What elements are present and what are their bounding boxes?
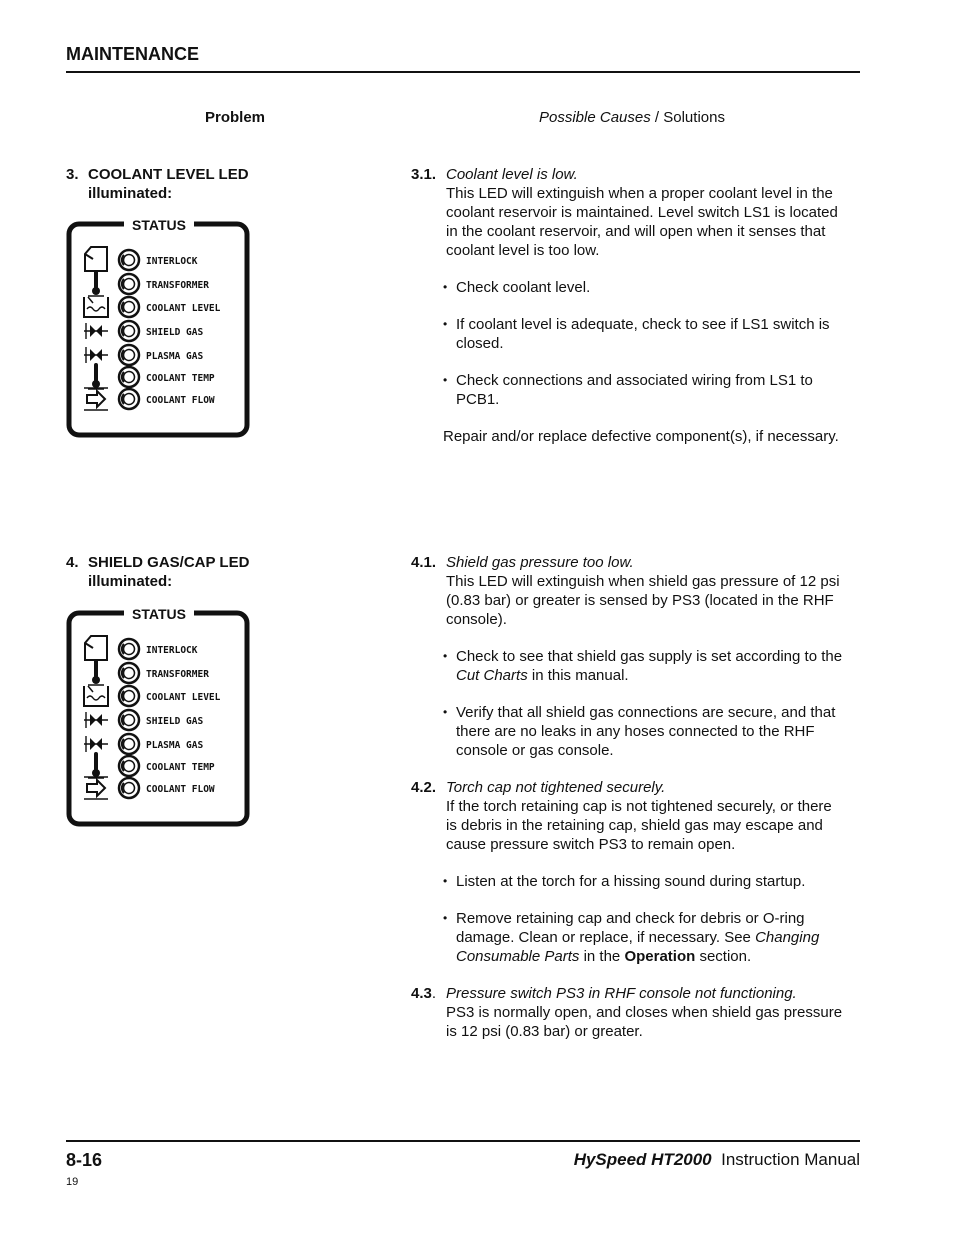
cut-charts-ref: Cut Charts xyxy=(456,667,528,684)
problem-number: 3. xyxy=(66,166,79,183)
body-line: cause pressure switch PS3 to remain open. xyxy=(446,836,736,853)
footer-rule xyxy=(66,1140,860,1142)
thermometer-icon xyxy=(88,754,104,778)
bullet-line: • Check coolant level. xyxy=(456,279,591,296)
sheet-number: 19 xyxy=(66,1176,79,1188)
interlock-icon xyxy=(85,247,107,271)
cause-4-1 xyxy=(411,553,861,760)
status-led xyxy=(119,639,139,659)
status-led xyxy=(119,274,139,294)
body-line: (0.83 bar) or greater is sensed by PS3 (located in the RHF xyxy=(446,592,834,609)
column-header-problem: Problem xyxy=(205,109,266,126)
status-led xyxy=(119,778,139,798)
status-led-label: COOLANT TEMP xyxy=(146,373,215,384)
status-led-label: COOLANT FLOW xyxy=(146,395,215,406)
bullet-line: • Remove retaining cap and check for debris or O-ring xyxy=(456,910,805,927)
bullet-line: PCB1. xyxy=(456,391,500,408)
bullet-line: console or gas console. xyxy=(456,742,614,759)
operation-ref: Operation xyxy=(624,948,696,965)
status-led-label: SHIELD GAS xyxy=(146,716,204,727)
status-led xyxy=(119,345,139,365)
cause-number: 4.1. xyxy=(411,554,437,571)
status-panel-2 xyxy=(66,605,250,827)
status-led xyxy=(119,250,139,270)
problem-title: SHIELD GAS/CAP LED xyxy=(88,554,250,571)
plasma-gas-valve-icon xyxy=(84,736,108,752)
footer-title xyxy=(574,1150,860,1170)
bullet-item xyxy=(443,909,861,966)
bullet-line: closed. xyxy=(456,335,504,352)
cause-body xyxy=(446,572,861,629)
status-led-label: INTERLOCK xyxy=(146,256,198,267)
section-title: MAINTENANCE xyxy=(66,44,199,64)
cause-3-1 xyxy=(411,165,861,446)
thermometer-icon xyxy=(88,365,104,389)
bullet-line xyxy=(456,947,861,966)
cause-title: Torch cap not tightened securely. xyxy=(446,779,666,796)
cause-number: 3.1. xyxy=(411,166,437,183)
status-led-label: COOLANT LEVEL xyxy=(146,692,221,703)
interlock-icon xyxy=(85,636,107,660)
cause-4-2 xyxy=(411,778,861,966)
causes-separator: / xyxy=(650,109,664,126)
bullet-item xyxy=(443,872,861,891)
status-led-label: PLASMA GAS xyxy=(146,351,204,362)
bullet-text: in this manual. xyxy=(527,667,629,684)
column-header-causes xyxy=(539,109,725,126)
flow-arrow-icon xyxy=(84,777,108,799)
cause-title: Shield gas pressure too low. xyxy=(446,554,634,571)
shield-gas-valve-icon xyxy=(84,323,108,339)
cause-title: Coolant level is low. xyxy=(446,166,578,183)
problem-title: COOLANT LEVEL LED xyxy=(88,166,249,183)
cause-body xyxy=(446,1003,861,1041)
status-led xyxy=(119,734,139,754)
cause-body xyxy=(446,797,861,854)
coolant-reservoir-icon xyxy=(84,686,108,706)
bullet-line: • If coolant level is adequate, check to see if LS1 switch is xyxy=(456,316,830,333)
problem-number: 4. xyxy=(66,554,79,571)
status-led-label: COOLANT LEVEL xyxy=(146,303,221,314)
body-line: is debris in the retaining cap, shield gas may escape and xyxy=(446,817,823,834)
bullet-text: damage. Clean or replace, if necessary. See xyxy=(456,929,756,946)
cause-number-dot: . xyxy=(431,985,437,1002)
cause-body xyxy=(446,184,861,260)
body-line: If the torch retaining cap is not tightened securely, or there xyxy=(446,798,832,815)
status-title: STATUS xyxy=(132,606,186,622)
coolant-reservoir-icon xyxy=(84,297,108,317)
status-led xyxy=(119,710,139,730)
problem-subtitle: illuminated: xyxy=(88,185,173,202)
thermometer-icon xyxy=(88,272,104,296)
status-led-label: COOLANT TEMP xyxy=(146,762,215,773)
body-line: is 12 psi (0.83 bar) or greater. xyxy=(446,1023,643,1040)
body-line: console). xyxy=(446,611,507,628)
bullet-item xyxy=(443,315,861,353)
solutions-label: Solutions xyxy=(663,109,725,126)
status-panel-graphic xyxy=(66,216,250,438)
consumable-parts-ref: Consumable Parts xyxy=(456,948,580,965)
bullet-text: section. xyxy=(695,948,752,965)
bullet-line xyxy=(456,928,861,947)
problem-4-heading xyxy=(66,553,249,591)
status-led-label: INTERLOCK xyxy=(146,645,198,656)
manual-label: Instruction Manual xyxy=(721,1150,860,1169)
status-led xyxy=(119,686,139,706)
body-line: This LED will extinguish when shield gas pressure of 12 psi xyxy=(446,573,840,590)
bullet-text: in the xyxy=(579,948,625,965)
bullet-line xyxy=(456,666,861,685)
page-number: 8-16 xyxy=(66,1150,103,1170)
bullet-line: there are no leaks in any hoses connected to the RHF xyxy=(456,723,815,740)
repair-note: Repair and/or replace defective component(s), if necessary. xyxy=(443,428,839,445)
bullet-line: • Listen at the torch for a hissing sound during startup. xyxy=(456,873,806,890)
cause-number: 4.2. xyxy=(411,779,437,796)
status-led-label: TRANSFORMER xyxy=(146,669,209,680)
bullet-item xyxy=(443,371,861,409)
cause-title: Pressure switch PS3 in RHF console not functioning. xyxy=(446,985,797,1002)
thermometer-icon xyxy=(88,661,104,685)
problem-3-heading xyxy=(66,165,249,203)
bullet-line: • Check to see that shield gas supply is set according to the xyxy=(456,648,843,665)
status-led xyxy=(119,663,139,683)
status-led-label: PLASMA GAS xyxy=(146,740,204,751)
body-line: coolant reservoir is maintained. Level switch LS1 is located xyxy=(446,204,838,221)
cause-number-text: 4.3 xyxy=(411,985,432,1002)
changing-ref: Changing xyxy=(755,929,820,946)
header-rule xyxy=(66,71,860,73)
plasma-gas-valve-icon xyxy=(84,347,108,363)
flow-arrow-icon xyxy=(84,388,108,410)
causes-label: Possible Causes xyxy=(539,109,651,126)
brand-name: HySpeed HT2000 xyxy=(573,1150,712,1169)
status-led-label: TRANSFORMER xyxy=(146,280,209,291)
problem-subtitle: illuminated: xyxy=(88,573,173,590)
cause-4-3 xyxy=(411,984,861,1041)
status-led xyxy=(119,756,139,776)
body-line: in the coolant reservoir, and will open when it senses that xyxy=(446,223,826,240)
bullet-item xyxy=(443,647,861,685)
status-led xyxy=(119,367,139,387)
bullet-item xyxy=(443,703,861,760)
status-led-label: SHIELD GAS xyxy=(146,327,204,338)
cause-number xyxy=(411,984,436,1003)
status-led xyxy=(119,297,139,317)
bullet-line: • Check connections and associated wiring from LS1 to xyxy=(456,372,813,389)
shield-gas-valve-icon xyxy=(84,712,108,728)
body-line: This LED will extinguish when a proper coolant level in the xyxy=(446,185,833,202)
status-led xyxy=(119,321,139,341)
bullet-line: • Verify that all shield gas connections are secure, and that xyxy=(456,704,836,721)
status-panel-graphic xyxy=(66,605,250,827)
bullet-item xyxy=(443,278,861,297)
status-led-label: COOLANT FLOW xyxy=(146,784,215,795)
status-title: STATUS xyxy=(132,217,186,233)
body-line: PS3 is normally open, and closes when shield gas pressure xyxy=(446,1004,843,1021)
status-led xyxy=(119,389,139,409)
body-line: coolant level is too low. xyxy=(446,242,600,259)
status-panel-1 xyxy=(66,216,250,438)
